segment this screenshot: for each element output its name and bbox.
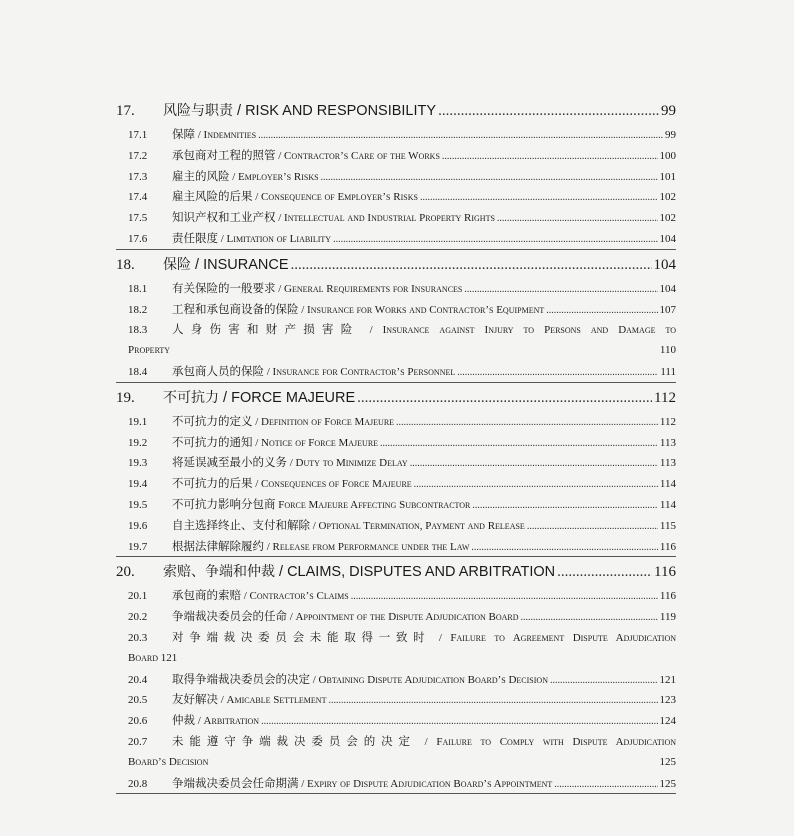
entry-line-continued (128, 340, 676, 361)
entry-line-continued (128, 648, 676, 669)
entry-line-continued (128, 752, 676, 773)
toc-entry[interactable] (116, 710, 676, 731)
entry-title (172, 432, 378, 454)
section-page-number: 104 (653, 256, 676, 273)
toc-entry[interactable] (116, 361, 676, 382)
entry-title (172, 361, 455, 383)
entry-page-number: 114 (659, 498, 676, 511)
entry-title-zh: 工程和承包商设备的保险 (172, 301, 299, 316)
entry-title (172, 669, 548, 691)
entry-number: 17.2 (128, 149, 148, 162)
entry-title (172, 773, 552, 795)
entry-title-zh: 雇主的风险 (172, 168, 230, 183)
entry-title-zh: 将延误减至最小的义务 (172, 455, 287, 470)
entry-page-number: 107 (659, 303, 676, 316)
dot-leader (457, 363, 658, 384)
entry-page-number: 110 (659, 344, 676, 357)
entry-page-number: 101 (659, 170, 676, 183)
entry-line (128, 319, 676, 340)
dot-leader (557, 559, 652, 585)
dot-leader (261, 712, 657, 733)
entry-title-continued: Property (128, 344, 171, 357)
toc-entry[interactable] (116, 124, 676, 145)
entry-line (128, 627, 676, 648)
section-title (163, 252, 289, 278)
entry-number: 18.2 (128, 303, 148, 316)
entry-number: 20.8 (128, 777, 148, 790)
section-number: 18. (116, 256, 135, 273)
section-page-number: 112 (654, 389, 676, 406)
entry-title-en: / Contractor’s Care of the Works (275, 149, 440, 162)
section-title (163, 559, 555, 585)
dot-leader (550, 671, 658, 692)
entry-line (128, 731, 676, 752)
entry-number: 17.4 (128, 191, 148, 204)
entry-page-number: 111 (660, 365, 676, 378)
entry-title-en: / Expiry of Dispute Adjudication Board’s Appointment (298, 777, 553, 790)
dot-leader (414, 475, 658, 496)
dot-leader (258, 126, 663, 147)
toc-entry[interactable] (116, 207, 676, 228)
entry-title (172, 299, 544, 321)
entry-number: 19.1 (128, 415, 148, 428)
toc-entry[interactable] (116, 606, 676, 627)
entry-title-en: / Notice of Force Majeure (252, 436, 379, 449)
entry-number: 17.1 (128, 129, 148, 141)
entry-page-number: 125 (659, 777, 676, 790)
entry-title-en: / General Requirements for Insurances (275, 282, 463, 295)
entry-title-en: / Amicable Settlement (218, 694, 327, 707)
entry-title-zh: 承包商人员的保险 (172, 363, 264, 378)
section-number: 20. (116, 564, 135, 581)
section-title-en: / FORCE MAJEURE (219, 389, 356, 406)
toc-entry[interactable] (116, 278, 676, 299)
entry-title-zh: 争端裁决委员会的任命 (172, 609, 287, 624)
entry-title-en: / Arbitration (195, 715, 260, 728)
entry-page-number: 104 (659, 282, 676, 295)
dot-leader (333, 230, 657, 251)
entry-title-en: / Employer’s Risks (229, 170, 319, 183)
entry-title-continued: Board 121 (128, 651, 178, 664)
section-title-zh: 风险与职责 (163, 103, 233, 119)
entry-number: 20.2 (128, 611, 148, 624)
entry-title-en: / Insurance for Contractor’s Personnel (264, 365, 456, 378)
entry-title (172, 166, 319, 188)
entry-page-number: 125 (659, 755, 676, 768)
toc-entry[interactable] (116, 627, 676, 669)
dot-leader (380, 434, 658, 455)
entry-title-zh: 取得争端裁决委员会的决定 (172, 671, 310, 686)
entry-page-number: 121 (659, 673, 676, 686)
entry-page-number: 99 (665, 129, 676, 141)
entry-title-zh: 友好解决 (172, 692, 218, 707)
toc-section (116, 385, 676, 558)
entry-number: 19.6 (128, 519, 148, 532)
dot-leader (357, 385, 652, 411)
section-title (163, 385, 355, 411)
entry-title-continued: Board’s Decision (128, 755, 209, 768)
entry-page-number: 102 (659, 212, 676, 225)
dot-leader (471, 538, 658, 559)
entry-title-en: / Appointment of the Dispute Adjudication Board (287, 611, 519, 624)
dot-leader (420, 188, 658, 209)
entry-title-en: / Insurance for Works and Contractor’s Equipment (298, 303, 545, 316)
dot-leader (472, 496, 658, 517)
entry-number: 17.3 (128, 170, 148, 183)
toc-entry[interactable] (116, 669, 676, 690)
section-title-zh: 保险 (163, 256, 191, 273)
entry-title-zh: 不可抗力的通知 (172, 434, 253, 449)
entry-page-number: 116 (659, 590, 676, 603)
entry-title-en: / Duty to Minimize Delay (287, 457, 408, 470)
entry-title-zh: 不可抗力影响分包商 (172, 496, 276, 511)
entry-page-number: 113 (659, 436, 676, 449)
entry-title-zh: 未能遵守争端裁决委员会的决定 (172, 733, 416, 748)
section-title-zh: 不可抗力 (163, 389, 219, 406)
toc-entry[interactable] (116, 773, 676, 794)
entry-page-number: 114 (659, 478, 676, 491)
dot-leader (410, 454, 658, 475)
section-title-en: / CLAIMS, DISPUTES AND ARBITRATION (275, 564, 556, 581)
toc-entry[interactable] (116, 731, 676, 773)
entry-number: 17.6 (128, 232, 148, 245)
toc-section (116, 252, 676, 383)
section-title-en: / RISK AND RESPONSIBILITY (233, 103, 437, 119)
toc-entry[interactable] (116, 228, 676, 249)
section-heading[interactable] (116, 385, 676, 411)
entry-title (172, 536, 469, 558)
toc-section (116, 98, 676, 250)
entry-number: 20.4 (128, 673, 148, 686)
entry-title-en: / Definition of Force Majeure (252, 415, 395, 428)
entry-title (172, 186, 418, 208)
entry-title-zh: 有关保险的一般要求 (172, 280, 276, 295)
entry-title-en: / Failure to Agreement Dispute Adjudication (430, 631, 677, 644)
table-of-contents (116, 96, 676, 794)
entry-title (172, 145, 440, 167)
entry-title-en: / Failure to Comply with Dispute Adjudication (415, 735, 676, 748)
section-heading[interactable] (116, 559, 676, 585)
entry-title (172, 124, 256, 146)
entry-title (172, 319, 676, 341)
section-title-en: / INSURANCE (191, 256, 289, 273)
entry-title-en: Force Majeure Affecting Subcontractor (275, 498, 471, 511)
entry-title-en: / Contractor’s Claims (241, 590, 349, 603)
entry-title-zh: 对争端裁决委员会未能取得一致时 (172, 629, 431, 644)
entry-title (172, 731, 676, 753)
entry-title (172, 411, 394, 433)
toc-entry[interactable] (116, 689, 676, 710)
entry-title-zh: 争端裁决委员会任命期满 (172, 775, 299, 790)
entry-title (172, 627, 676, 649)
dot-leader (521, 608, 658, 629)
dot-leader (554, 775, 657, 796)
entry-title-en: / Optional Termination, Payment and Release (310, 519, 525, 532)
entry-number: 20.7 (128, 735, 148, 748)
entry-page-number: 112 (659, 415, 676, 428)
section-page-number: 116 (654, 564, 676, 581)
entry-title (172, 710, 259, 732)
entry-title-en: / Limitation of Liability (218, 232, 332, 245)
entry-title-zh: 责任限度 (172, 230, 218, 245)
entry-title-zh: 保障 (172, 127, 195, 141)
entry-page-number: 100 (659, 149, 676, 162)
entry-page-number: 116 (659, 540, 676, 553)
entry-title-zh: 根据法律解除履约 (172, 538, 264, 553)
entry-title (172, 606, 519, 628)
entry-title-en: / Intellectual and Industrial Property Rights (275, 212, 495, 225)
entry-title-zh: 承包商的索赔 (172, 588, 241, 603)
toc-entry[interactable] (116, 585, 676, 606)
entry-number: 19.5 (128, 498, 148, 511)
entry-title (172, 515, 525, 537)
entry-number: 19.2 (128, 436, 148, 449)
entry-page-number: 123 (659, 694, 676, 707)
entry-title (172, 689, 326, 711)
entry-title-en: / Insurance against Injury to Persons and Damage to (359, 324, 677, 337)
entry-title-en: / Release from Performance under the Law (264, 540, 470, 553)
toc-entry[interactable] (116, 473, 676, 494)
dot-leader (438, 98, 659, 124)
entry-page-number: 124 (659, 715, 676, 728)
toc-entry[interactable] (116, 432, 676, 453)
toc-entry[interactable] (116, 494, 676, 515)
entry-title-zh: 不可抗力的后果 (172, 476, 253, 491)
section-title-zh: 索赔、争端和仲裁 (163, 564, 275, 581)
entry-title-zh: 仲裁 (172, 713, 195, 728)
entry-title-zh: 知识产权和工业产权 (172, 210, 276, 225)
entry-title-zh: 承包商对工程的照管 (172, 147, 276, 162)
entry-title (172, 452, 408, 474)
dot-leader (321, 168, 658, 189)
dot-leader (546, 301, 657, 322)
toc-entry[interactable] (116, 166, 676, 187)
entry-number: 20.5 (128, 694, 148, 707)
section-number: 19. (116, 389, 135, 406)
entry-title-en: / Consequence of Employer’s Risks (252, 191, 418, 204)
entry-number: 19.4 (128, 478, 148, 491)
toc-entry[interactable] (116, 536, 676, 557)
dot-leader (464, 280, 657, 301)
toc-entry[interactable] (116, 299, 676, 320)
toc-entry[interactable] (116, 452, 676, 473)
entry-title (172, 585, 349, 607)
dot-leader (328, 691, 657, 712)
toc-entry[interactable] (116, 186, 676, 207)
section-heading[interactable] (116, 252, 676, 278)
entry-title (172, 207, 495, 229)
entry-page-number: 102 (659, 191, 676, 204)
entry-title-en: / Indemnities (195, 129, 257, 141)
entry-number: 18.3 (128, 324, 148, 337)
entry-number: 20.6 (128, 715, 148, 728)
entry-title (172, 228, 331, 250)
entry-title-zh: 不可抗力的定义 (172, 413, 253, 428)
entry-title-en: / Obtaining Dispute Adjudication Board’s Decision (310, 673, 548, 686)
dot-leader (396, 413, 658, 434)
toc-entry[interactable] (116, 145, 676, 166)
entry-number: 17.5 (128, 212, 148, 225)
entry-title (172, 473, 412, 495)
section-title (163, 98, 436, 124)
entry-number: 18.4 (128, 365, 148, 378)
entry-title (172, 278, 462, 300)
entry-title (172, 494, 470, 516)
entry-number: 20.1 (128, 590, 148, 603)
toc-entry[interactable] (116, 411, 676, 432)
entry-page-number: 119 (659, 611, 676, 624)
toc-section (116, 559, 676, 794)
entry-number: 20.3 (128, 631, 148, 644)
dot-leader (527, 517, 658, 538)
toc-entry[interactable] (116, 319, 676, 361)
entry-number: 19.3 (128, 457, 148, 470)
entry-title-zh: 人身伤害和财产损害险 (172, 322, 360, 337)
entry-title-en: / Consequences of Force Majeure (252, 478, 412, 491)
section-heading[interactable] (116, 98, 676, 124)
entry-page-number: 113 (659, 457, 676, 470)
entry-title-zh: 自主选择终止、支付和解除 (172, 517, 310, 532)
toc-entry[interactable] (116, 515, 676, 536)
entry-number: 18.1 (128, 282, 148, 295)
entry-title-zh: 雇主风险的后果 (172, 189, 253, 204)
entry-number: 19.7 (128, 540, 148, 553)
dot-leader (291, 252, 652, 278)
dot-leader (351, 587, 658, 608)
entry-page-number: 104 (659, 232, 676, 245)
dot-leader (497, 209, 658, 230)
section-page-number: 99 (661, 103, 676, 119)
dot-leader (442, 147, 658, 168)
entry-page-number: 115 (659, 519, 676, 532)
section-number: 17. (116, 103, 135, 119)
